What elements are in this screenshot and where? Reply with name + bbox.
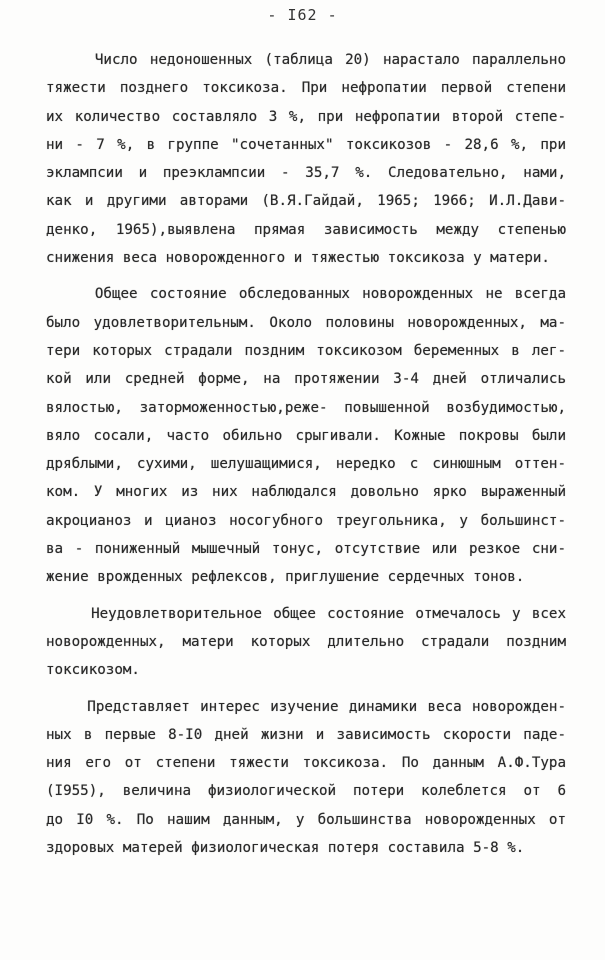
text-line: тяжести позднего токсикоза. При нефропатии первой степени (46, 80, 566, 97)
text-line: кой или средней форме, на протяжении 3-4 дней отличались (46, 371, 566, 388)
text-line: эклампсии и преэклампсии - 35,7 %. Следовательно, нами, (46, 165, 566, 182)
text-line: ния его от степени тяжести токсикоза. По данным А.Ф.Тура (46, 755, 566, 772)
text-line: снижения веса новорожденного и тяжестью токсикоза у матери. (46, 250, 550, 267)
text-line: токсикозом. (46, 662, 140, 679)
text-line: новорожденных, матери которых длительно страдали поздним (46, 633, 566, 650)
page-number: - I62 - (267, 6, 338, 24)
paragraph (46, 600, 566, 685)
text-line: Неудовлетворительное общее состояние отмечалось у всех (46, 605, 566, 622)
text-line: Число недоношенных (таблица 20) нарастало параллельно (46, 52, 566, 68)
text-line: Общее состояние обследованных новорожденных не всегда (46, 286, 566, 303)
paragraph (46, 46, 566, 272)
body-text (46, 46, 566, 862)
paragraph (46, 280, 566, 591)
text-line: здоровых матерей физиологическая потеря составила 5-8 %. (46, 840, 525, 857)
text-line: (I955), величина физиологической потери колеблется от 6 (46, 783, 566, 800)
paragraph-gap (46, 272, 566, 280)
text-line: до I0 %. По нашим данным, у большинства новорожденных от (46, 811, 566, 828)
text-line: денко, 1965),выявлена прямая зависимость между степенью (46, 221, 566, 238)
text-line: как и другими авторами (В.Я.Гайдай, 1965; 1966; И.Л.Дави- (46, 193, 566, 210)
paragraph-gap (46, 685, 566, 693)
text-line: тери которых страдали поздним токсикозом беременных в лег- (46, 342, 566, 359)
text-line: ни - 7 %, в группе "сочетанных" токсикозов - 28,6 %, при (46, 136, 566, 153)
text-line: жение врожденных рефлексов, приглушение сердечных тонов. (46, 569, 525, 586)
text-line: ком. У многих из них наблюдался довольно ярко выраженный (46, 484, 566, 501)
paragraph (46, 693, 566, 863)
text-line: ных в первые 8-I0 дней жизни и зависимость скорости паде- (46, 726, 566, 743)
text-line: акроцианоз и цианоз носогубного треугольника, у большинст- (46, 512, 566, 529)
text-line: ва - пониженный мышечный тонус, отсутствие или резкое сни- (46, 541, 566, 558)
text-line: было удовлетворительным. Около половины новорожденных, ма- (46, 314, 566, 331)
text-line: вяло сосали, часто обильно срыгивали. Кожные покровы были (46, 427, 566, 444)
text-line: Представляет интерес изучение динамики веса новорожден- (46, 698, 566, 715)
text-line: их количество составляло 3 %, при нефропатии второй степе- (46, 108, 566, 125)
paragraph-gap (46, 592, 566, 600)
text-line: дряблыми, сухими, шелушащимися, нередко с синюшным оттен- (46, 456, 566, 473)
text-line: вялостью, заторможенностью,реже- повышенной возбудимостью, (46, 399, 566, 416)
